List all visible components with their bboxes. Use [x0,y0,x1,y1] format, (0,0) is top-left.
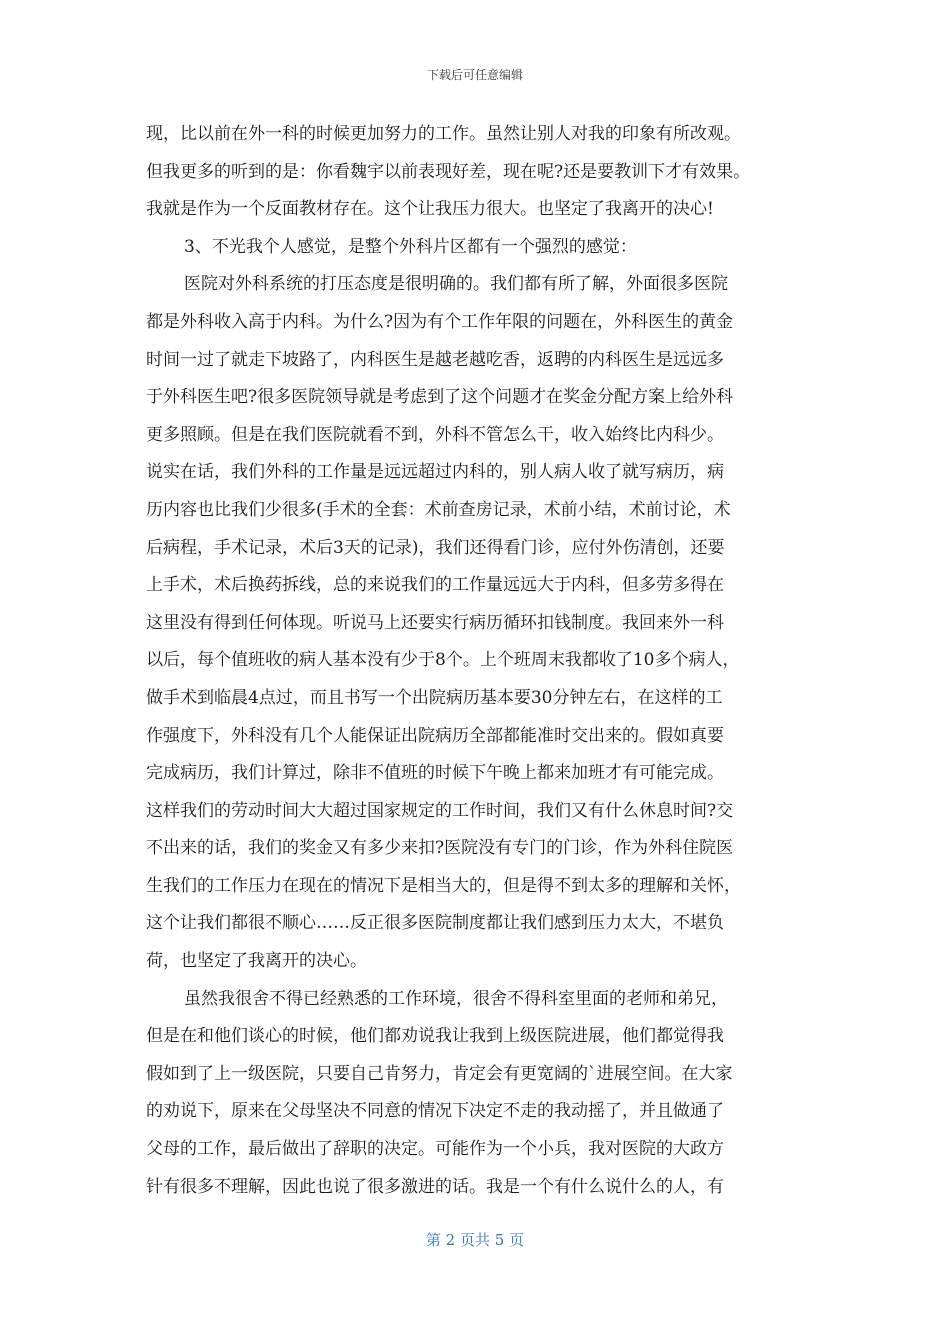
text-line: 不出来的话，我们的奖金又有多少来扣?医院没有专门的门诊，作为外科住院医 [146,838,734,859]
document-body [146,116,818,1206]
text-line: 都是外科收入高于内科。为什么?因为有个工作年限的问题在，外科医生的黄金 [146,311,734,332]
text-line: 虽然我很舍不得已经熟悉的工作环境，很舍不得科室里面的老师和弟兄， [184,988,728,1009]
text-line: 但是在和他们谈心的时候，他们都劝说我让我到上级医院进展，他们都觉得我 [146,1026,724,1047]
text-line: 上手术，术后换药拆线，总的来说我们的工作量远远大于内科，但多劳多得在 [146,575,724,596]
page-footer: 第 2 页共 5 页 [425,1231,525,1249]
text-line: 现，比以前在外一科的时候更加努力的工作。虽然让别人对我的印象有所改观。 [146,124,741,144]
text-line: 时间一过了就走下坡路了，内科医生是越老越吃香，返聘的内科医生是远远多 [146,349,724,370]
text-line: 荷，也坚定了我离开的决心。 [146,951,367,972]
text-line: 父母的工作，最后做出了辞职的决定。可能作为一个小兵，我对医院的大政方 [146,1139,724,1160]
text-line: 以后，每个值班收的病人基本没有少于8个。上个班周末我都收了10多个病人， [146,650,740,671]
text-line: 完成病历，我们计算过，除非不值班的时候下午晚上都来加班才有可能完成。 [146,763,724,784]
page-header: 下载后可任意编辑 [426,68,523,82]
text-line: 更多照顾。但是在我们医院就看不到，外科不管怎么干，收入始终比内科少。 [146,424,724,445]
text-line: 这里没有得到任何体现。听说马上还要实行病历循环扣钱制度。我回来外一科 [146,612,724,633]
text-line: 做手术到临晨4点过，而且书写一个出院病历基本要30分钟左右，在这样的工 [146,687,723,708]
text-line: 历内容也比我们少很多(手术的全套：术前查房记录，术前小结，术前讨论，术 [146,499,731,520]
text-line: 但我更多的听到的是：你看魏宇以前表现好差，现在呢?还是要教训下才有效果。 [146,161,751,182]
text-line: 作强度下，外科没有几个人能保证出院病历全部都能准时交出来的。假如真要 [146,725,724,746]
text-line: 我就是作为一个反面教材存在。这个让我压力很大。也坚定了我离开的决心! [146,199,714,220]
text-line: 3、不光我个人感觉，是整个外科片区都有一个强烈的感觉： [184,236,637,257]
text-line: 后病程，手术记录，术后3天的记录)，我们还得看门诊，应付外伤清创，还要 [146,537,725,558]
text-line: 针有很多不理解，因此也说了很多激进的话。我是一个有什么说什么的人，有 [146,1176,724,1197]
text-line: 生我们的工作压力在现在的情况下是相当大的，但是得不到太多的理解和关怀， [146,875,741,896]
text-line: 说实在话，我们外科的工作量是远远超过内科的，别人病人收了就写病历，病 [146,462,724,483]
text-line: 假如到了上一级医院，只要自己肯努力，肯定会有更宽阔的`进展空间。在大家 [146,1063,733,1084]
text-line: 于外科医生吧?很多医院领导就是考虑到了这个问题才在奖金分配方案上给外科 [146,387,734,408]
text-line: 这样我们的劳动时间大大超过国家规定的工作时间，我们又有什么休息时间?交 [146,800,734,821]
text-line: 医院对外科系统的打压态度是很明确的。我们都有所了解，外面很多医院 [184,274,728,295]
text-line: 这个让我们都很不顺心……反正很多医院制度都让我们感到压力太大，不堪负 [146,913,724,934]
text-line: 的劝说下，原来在父母坚决不同意的情况下决定不走的我动摇了，并且做通了 [146,1101,724,1122]
